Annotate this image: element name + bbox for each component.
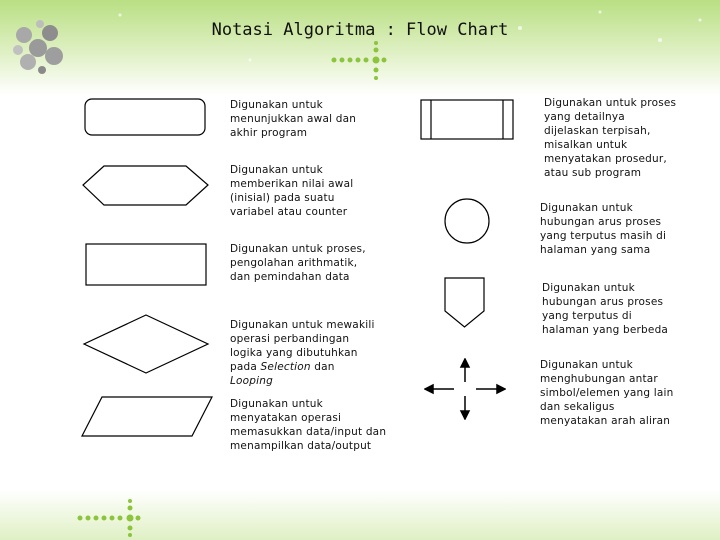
preparation-shape: [82, 165, 210, 207]
input-output-description: Digunakan untuk menyatakan operasi memasukkan data/input dan menampilkan data/output: [230, 398, 387, 452]
terminator-shape: [84, 98, 206, 138]
on-page-connector-shape: [441, 197, 493, 245]
predefined-process-description: Digunakan untuk proses yang detailnya dijelaskan terpisah, misalkan untuk menyatakan prosedur, atau sub program: [544, 97, 677, 179]
decision-selection-text: Selection: [260, 361, 311, 373]
off-page-connector-description: Digunakan untuk hubungan arus proses yang terputus di halaman yang berbeda: [542, 282, 669, 336]
input-output-shape: [80, 396, 214, 438]
preparation-description: Digunakan untuk memberikan nilai awal (inisial) pada suatu variabel atau counter: [230, 164, 354, 218]
decision-shape: [82, 314, 210, 374]
header-band: [0, 0, 720, 95]
footer-band: [0, 490, 720, 540]
flow-arrows-description: Digunakan untuk menghubungan antar simbol/elemen yang lain dan sekaligus menyatakan arah aliran: [540, 359, 674, 427]
decision-text-a: Digunakan untuk mewakili operasi perbandingan logika yang dibutuhkan pada: [230, 319, 375, 373]
page-title: Notasi Algoritma : Flow Chart: [211, 20, 509, 40]
on-page-connector-description: Digunakan untuk hubungan arus proses yang terputus masih di halaman yang sama: [540, 202, 667, 256]
flow-arrows-shape: [424, 358, 506, 420]
process-description: Digunakan untuk proses, pengolahan arithmatik, dan pemindahan data: [230, 243, 366, 283]
decision-description: [230, 318, 375, 388]
terminator-description: Digunakan untuk menunjukkan awal dan akhir program: [230, 99, 357, 139]
decision-text-b: dan: [314, 361, 335, 373]
process-shape: [85, 243, 207, 287]
decision-looping-text: Looping: [230, 375, 274, 387]
off-page-connector-shape: [444, 277, 486, 329]
predefined-process-shape: [420, 99, 514, 141]
